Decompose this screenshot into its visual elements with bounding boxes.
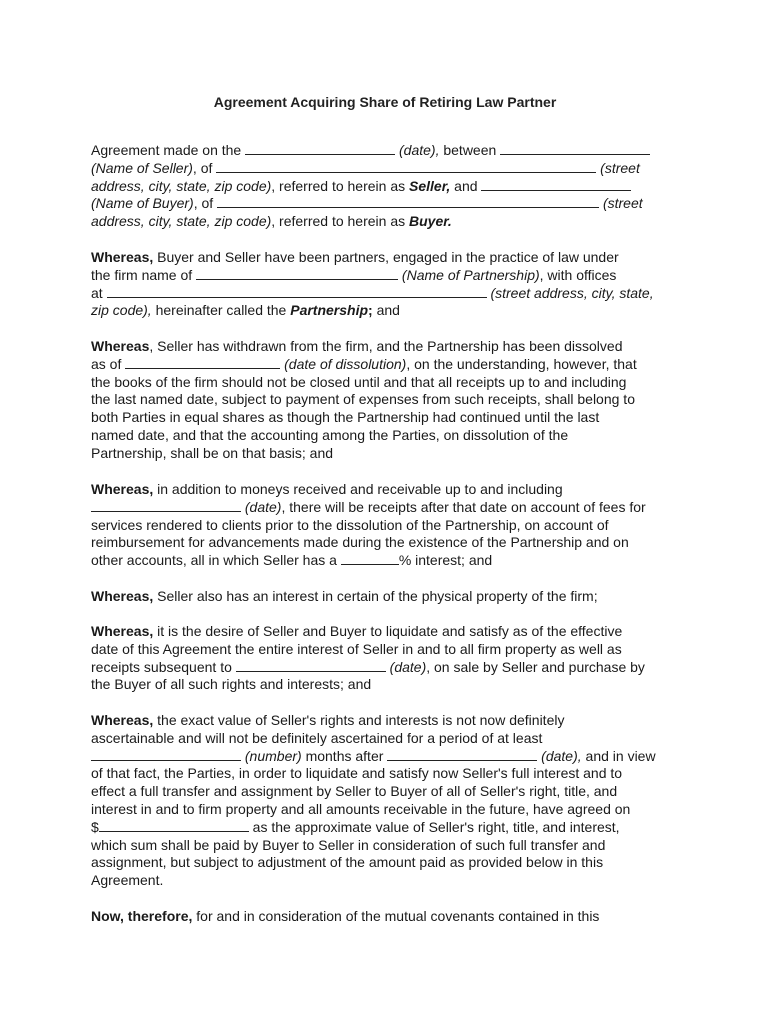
- text-segment: Whereas,: [91, 588, 154, 604]
- text-segment: services rendered to clients prior to the dissolution of the Partnership, on account of: [91, 516, 609, 533]
- text-line: [91, 391, 691, 409]
- text-segment: Whereas,: [91, 623, 154, 639]
- text-segment: Buyer and Seller have been partners, engaged in the practice of law under: [153, 249, 619, 265]
- text-segment: Now, therefore,: [91, 908, 193, 924]
- text-segment: the books of the firm should not be closed until and that all receipts up to and including: [91, 373, 627, 390]
- text-line: [91, 730, 691, 748]
- text-segment: , referred to herein as: [271, 177, 410, 194]
- text-line: [91, 213, 691, 231]
- text-line: [91, 160, 691, 178]
- text-line: [91, 534, 691, 552]
- text-line: [91, 641, 691, 659]
- text-line: [91, 872, 691, 890]
- now-therefore-paragraph: [91, 908, 691, 926]
- fill-in-blank[interactable]: [196, 267, 398, 280]
- text-segment: the exact value of Seller's rights and interests is not now definitely: [153, 712, 565, 728]
- text-line: [91, 285, 691, 303]
- fill-in-blank[interactable]: [91, 748, 241, 761]
- parties-paragraph: [91, 142, 691, 231]
- text-segment: Whereas,: [91, 712, 154, 728]
- text-segment: hereinafter called the: [151, 302, 291, 319]
- text-segment: $: [91, 818, 99, 835]
- text-line: [91, 517, 691, 535]
- fill-in-blank[interactable]: [217, 195, 599, 208]
- text-segment: reimbursement for advancements made during the existence of the Partnership and on: [91, 534, 629, 551]
- text-segment: assignment, but subject to adjustment of the amount paid as provided below in this: [91, 854, 604, 871]
- text-segment: (number): [241, 747, 302, 764]
- text-segment: % interest; and: [398, 552, 493, 569]
- text-segment: date of this Agreement the entire interest of Seller in and to all firm property as well as: [91, 640, 622, 657]
- text-line: [91, 338, 691, 356]
- whereas-receipts-paragraph: [91, 481, 691, 570]
- text-line: [91, 178, 691, 196]
- text-segment: (street: [599, 195, 643, 212]
- fill-in-blank[interactable]: [500, 142, 650, 155]
- fill-in-blank[interactable]: [91, 499, 241, 512]
- whereas-liquidate-paragraph: [91, 623, 691, 694]
- text-segment: (date of dissolution): [280, 355, 407, 372]
- text-segment: and: [372, 302, 400, 319]
- text-line: [91, 623, 691, 641]
- text-line: [91, 481, 691, 499]
- text-segment: of that fact, the Parties, in order to liquidate and satisfy now Seller's full interest and to: [91, 765, 623, 782]
- text-line: [91, 427, 691, 445]
- text-segment: address, city, state, zip code): [91, 213, 272, 230]
- text-segment: ascertainable and will not be definitely ascertained for a period of at least: [91, 729, 543, 746]
- text-line: [91, 374, 691, 392]
- text-line: [91, 409, 691, 427]
- text-segment: , referred to herein as: [271, 213, 410, 230]
- text-line: [91, 801, 691, 819]
- text-segment: (Name of Seller): [91, 159, 193, 176]
- text-line: [91, 819, 691, 837]
- text-line: [91, 356, 691, 374]
- text-line: [91, 765, 691, 783]
- text-segment: Partnership, shall be on that basis; and: [91, 444, 334, 461]
- text-segment: , of: [193, 195, 218, 212]
- text-segment: (date): [241, 498, 282, 515]
- text-line: [91, 445, 691, 463]
- text-segment: address, city, state, zip code): [91, 177, 272, 194]
- fill-in-blank[interactable]: [99, 819, 249, 832]
- text-segment: , Seller has withdrawn from the firm, and the Partnership has been dissolved: [149, 338, 623, 354]
- fill-in-blank[interactable]: [387, 748, 537, 761]
- text-line: [91, 249, 691, 267]
- text-line: [91, 499, 691, 517]
- text-segment: Whereas,: [91, 481, 154, 497]
- text-segment: (date): [385, 658, 427, 675]
- text-line: [91, 552, 691, 570]
- fill-in-blank[interactable]: [481, 178, 631, 191]
- fill-in-blank[interactable]: [236, 659, 386, 672]
- text-line: [91, 195, 691, 213]
- text-segment: , of: [192, 159, 217, 176]
- text-segment: , on the understanding, however, that: [406, 355, 637, 372]
- text-segment: Seller,: [409, 177, 451, 194]
- text-segment: between: [439, 142, 501, 158]
- fill-in-blank[interactable]: [107, 285, 487, 298]
- whereas-property-paragraph: [91, 588, 691, 606]
- text-segment: , there will be receipts after that date on account of fees for: [281, 498, 646, 515]
- text-line: [91, 659, 691, 677]
- text-segment: which sum shall be paid by Buyer to Seller in consideration of such full transfer and: [91, 836, 606, 853]
- text-line: [91, 908, 691, 926]
- whereas-value-paragraph: [91, 712, 691, 890]
- whereas-dissolution-paragraph: [91, 338, 691, 463]
- text-segment: , on sale by Seller and purchase by: [426, 658, 645, 675]
- text-segment: (street: [596, 159, 640, 176]
- text-segment: at: [91, 284, 107, 301]
- text-segment: the firm name of: [91, 266, 197, 283]
- text-segment: for and in consideration of the mutual covenants contained in this: [192, 908, 600, 924]
- text-segment: Seller also has an interest in certain of the physical property of the firm;: [153, 588, 598, 604]
- fill-in-blank[interactable]: [245, 142, 395, 155]
- text-segment: both Parties in equal shares as though the Partnership had continued until the last: [91, 409, 600, 426]
- text-segment: (street address, city, state,: [486, 284, 654, 301]
- fill-in-blank[interactable]: [125, 356, 280, 369]
- text-segment: (date),: [395, 142, 440, 158]
- text-segment: the Buyer of all such rights and interests; and: [91, 676, 372, 693]
- text-segment: (Name of Buyer): [91, 195, 194, 212]
- text-segment: in addition to moneys received and receivable up to and including: [153, 481, 563, 497]
- document-title: Agreement Acquiring Share of Retiring Law Partner: [213, 94, 557, 110]
- text-line: [91, 142, 691, 160]
- text-segment: Partnership: [290, 302, 369, 319]
- text-line: [91, 854, 691, 872]
- text-line: [91, 748, 691, 766]
- text-line: [91, 837, 691, 855]
- text-segment: Agreement.: [91, 872, 164, 889]
- text-line: [91, 712, 691, 730]
- text-segment: the last named date, subject to payment of expenses from such receipts, shall belong to: [91, 391, 635, 408]
- text-segment: it is the desire of Seller and Buyer to liquidate and satisfy as of the effective: [153, 623, 623, 639]
- text-segment: Whereas,: [91, 249, 154, 265]
- text-segment: as of: [91, 355, 126, 372]
- text-line: [91, 783, 691, 801]
- text-segment: and: [450, 177, 482, 194]
- text-line: [91, 267, 691, 285]
- text-segment: as the approximate value of Seller's right, title, and interest,: [248, 818, 620, 835]
- text-segment: named date, and that the accounting among the Parties, on dissolution of the: [91, 426, 569, 443]
- text-segment: and in view: [581, 747, 656, 764]
- text-segment: other accounts, all in which Seller has a: [91, 552, 341, 569]
- text-line: [91, 588, 691, 606]
- whereas-partnership-paragraph: [91, 249, 691, 320]
- text-segment: Agreement made on the: [91, 142, 246, 158]
- text-segment: Buyer.: [409, 213, 452, 230]
- text-segment: (date),: [537, 747, 582, 764]
- fill-in-blank[interactable]: [216, 160, 596, 173]
- text-segment: months after: [301, 747, 388, 764]
- text-segment: receipts subsequent to: [91, 658, 236, 675]
- text-segment: , with offices: [539, 266, 617, 283]
- text-segment: (Name of Partnership): [398, 266, 540, 283]
- text-segment: effect a full transfer and assignment by Seller to Buyer of all of Seller's right, title, and: [91, 783, 618, 800]
- text-segment: interest in and to firm property and all amounts receivable in the future, have agreed on: [91, 800, 631, 817]
- text-line: [91, 676, 691, 694]
- text-segment: Whereas: [91, 338, 150, 354]
- text-segment: ;: [368, 302, 373, 319]
- fill-in-blank[interactable]: [341, 552, 399, 565]
- text-line: [91, 302, 691, 320]
- text-segment: zip code),: [91, 302, 152, 319]
